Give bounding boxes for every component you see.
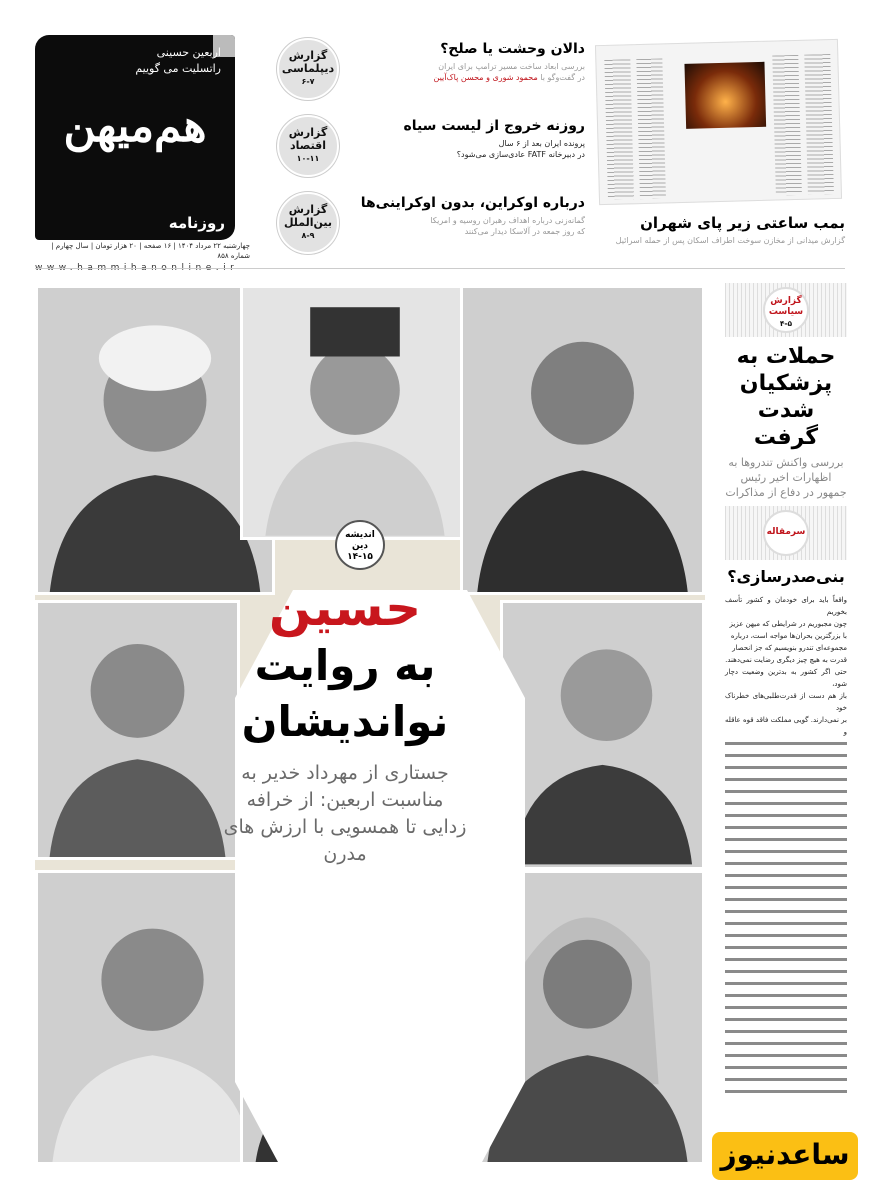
side-dek: بررسی واکنش تندروها به اظهارات اخیر رئیس جمهور در دفاع از مذاکرات: [725, 456, 847, 499]
text-line-placeholder: [725, 1002, 847, 1014]
text-line-placeholder: [725, 1086, 847, 1098]
text-line-placeholder: [725, 942, 847, 954]
portrait-5: [500, 600, 705, 870]
text-line-placeholder: [725, 1014, 847, 1026]
portrait-4: [35, 600, 240, 860]
body-line: قدرت به هیچ چیز دیگری رضایت نمی‌دهند.: [725, 656, 847, 664]
portrait-6: [35, 870, 270, 1165]
slogan: [135, 45, 221, 77]
body-line: باز هم دست از قدرت‌طلبی‌های خطرناک خود: [725, 692, 847, 712]
top-story-title[interactable]: بمب ساعتی زیر پای شهران: [640, 214, 845, 232]
logo-wordmark: هم‌میهن: [63, 101, 207, 152]
text-line-placeholder: [725, 1062, 847, 1074]
editorial-badge: سرمقاله: [763, 510, 809, 556]
teaser-international[interactable]: [265, 192, 595, 262]
dateline: چهارشنبه ۲۲ مرداد ۱۴۰۴ | ۱۶ صفحه | ۲۰ هزار تومان | سال چهارم | شماره ۸۵۸: [51, 242, 250, 260]
text-line-placeholder: [725, 882, 847, 894]
body-line: چون مجبوریم در شرایطی که میهن عزیز: [729, 620, 847, 628]
text-line-placeholder: [725, 966, 847, 978]
text-line-placeholder: [725, 762, 847, 774]
text-line-placeholder: [725, 894, 847, 906]
teaser-economy[interactable]: [265, 115, 595, 185]
text-line-placeholder: [725, 846, 847, 858]
text-line-placeholder: [725, 978, 847, 990]
text-line-placeholder: [725, 990, 847, 1002]
text-line-placeholder: [725, 738, 847, 750]
teaser-title: دالان وحشت یا صلح؟: [440, 41, 585, 57]
body-text-continuation: [725, 738, 847, 1098]
text-line-placeholder: [725, 906, 847, 918]
website[interactable]: www.hammihanonline.ir: [35, 263, 239, 273]
watermark-logo: ساعدنیوز: [712, 1132, 858, 1180]
top-story: [600, 212, 845, 246]
portrait-2: [240, 285, 470, 540]
text-line-placeholder: [725, 786, 847, 798]
body-line: حتی اگر کشور به بدترین وضعیت دچار شود،: [725, 668, 847, 688]
slogan-line: اربعین حسینی: [156, 46, 221, 59]
text-line-placeholder: [725, 822, 847, 834]
body-line: واقعاً باید برای خودمان و کشور تأسف بخوریم: [725, 596, 847, 616]
text-line-placeholder: [725, 798, 847, 810]
slogan-line: راتسلیت می گوییم: [135, 62, 221, 75]
portrait-3: [460, 285, 705, 595]
text-line-placeholder: [725, 834, 847, 846]
section-badge: گزارش اقتصاد ۱۰-۱۱: [277, 115, 339, 177]
section-badge: گزارش سیاست ۴-۵: [763, 287, 809, 333]
daily-label: روزنامه: [168, 214, 225, 232]
teaser-title: درباره اوکراین، بدون اوکراینی‌ها: [360, 195, 585, 211]
section-badge: گزارش دیپلماسی ۶-۷: [277, 38, 339, 100]
headline-red[interactable]: حسین: [268, 579, 422, 637]
editorial-title[interactable]: بنی‌صدرسازی؟: [727, 567, 845, 586]
body-line: با بزرگترین بحران‌ها مواجه است، درباره: [730, 632, 847, 640]
headline-line-1: به روایت: [254, 641, 436, 690]
masthead-meta: [35, 241, 250, 274]
text-line-placeholder: [725, 1074, 847, 1086]
teaser-text: بررسی ابعاد ساخت مسیر ترامپ برای ایران در گفت‌وگو با محمود شوری و محسن پاک‌آیین: [433, 62, 585, 82]
subheadline: جستاری از مهرداد خدیر به مناسبت اربعین: از خرافه زدایی تا همسویی با ارزش های مدرن: [223, 762, 467, 865]
masthead-logo: [35, 35, 235, 240]
text-line-placeholder: [725, 1050, 847, 1062]
divider: [35, 268, 845, 269]
section-badge: اندیشه دین ۱۴-۱۵: [335, 520, 385, 570]
body-line: مجموعه‌ای تندرو بنویسیم که جز انحصار: [732, 644, 847, 652]
side-title[interactable]: حملات به پزشکیان شدت گرفت: [736, 344, 836, 450]
section-badge: گزارش بین‌الملل ۸-۹: [277, 192, 339, 254]
body-line: بر نمی‌دارند. گویی مملکت فاقد قوه عاقله و: [725, 716, 847, 736]
text-line-placeholder: [725, 1038, 847, 1050]
headline-line-2: نواندیشان: [241, 697, 449, 746]
text-line-placeholder: [725, 774, 847, 786]
teaser-title: روزنه خروج از لیست سیاه: [403, 118, 585, 134]
top-story-thumbnail[interactable]: [595, 39, 842, 205]
text-line-placeholder: [725, 750, 847, 762]
teaser-text: گمانه‌زنی درباره اهداف رهبران روسیه و امریکا که روز جمعه در آلاسکا دیدار می‌کنند: [430, 216, 585, 236]
editorial-body: [725, 594, 847, 1098]
top-story-subtitle: گزارش میدانی از مخازن سوخت اطراف اسکان پس از حمله اسرائیل: [615, 236, 845, 245]
text-line-placeholder: [725, 954, 847, 966]
portrait-1: [35, 285, 275, 595]
text-line-placeholder: [725, 870, 847, 882]
fire-photo: [684, 62, 766, 129]
text-line-placeholder: [725, 810, 847, 822]
text-line-placeholder: [725, 930, 847, 942]
cover-headlines: [222, 578, 468, 868]
text-line-placeholder: [725, 1026, 847, 1038]
teaser-diplomacy[interactable]: [265, 38, 595, 108]
side-column: [725, 283, 847, 1098]
text-line-placeholder: [725, 858, 847, 870]
teaser-text: پرونده ایران بعد از ۶ سال در دبیرخانه FATF عادی‌سازی می‌شود؟: [456, 139, 585, 159]
text-line-placeholder: [725, 918, 847, 930]
